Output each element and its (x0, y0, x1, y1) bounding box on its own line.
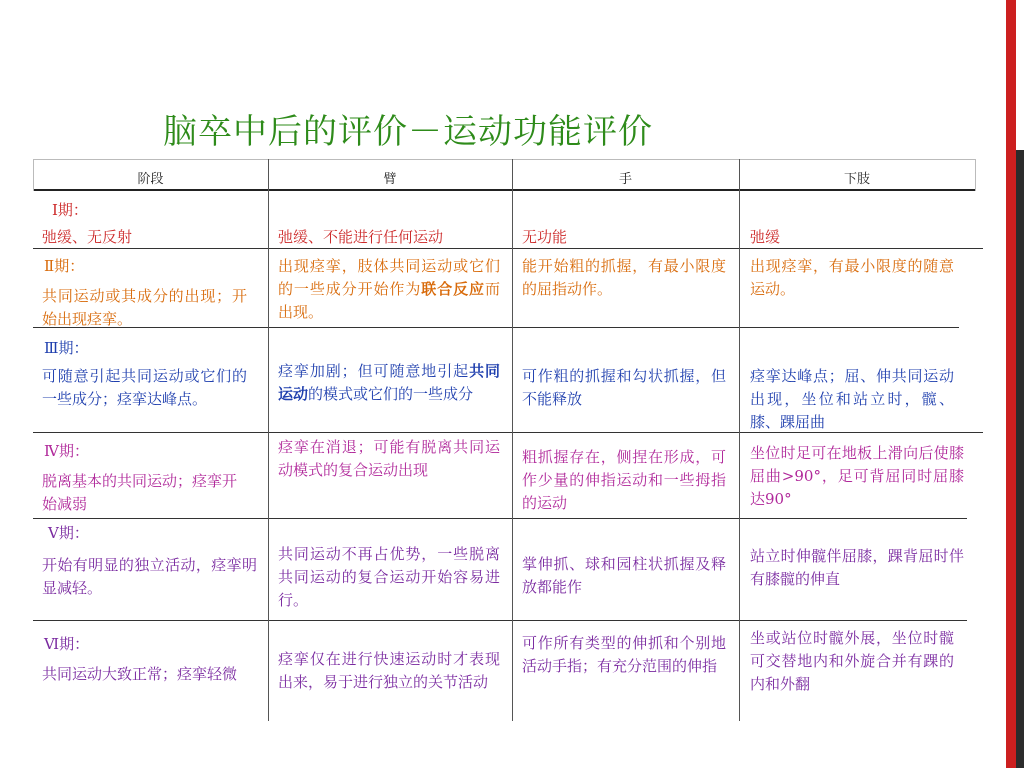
header-rule (33, 189, 975, 191)
row3-arm-highlight: 共同运动 (278, 362, 500, 403)
row1-stage: Ⅰ期： (52, 201, 88, 219)
row3-arm (278, 360, 500, 406)
row3-stage-desc: 可随意引起共同运动或它们的一些成分；痉挛达峰点。 (42, 367, 247, 408)
row2-leg: 出现痉挛，有最小限度的随意运动。 (750, 257, 954, 298)
accent-bar-gap (1016, 0, 1024, 150)
row6-stage: Ⅵ期： (44, 635, 90, 653)
header-stage: 阶段 (137, 172, 164, 187)
row2-arm-text-post: 而出现。 (278, 280, 500, 321)
row2-arm-highlight: 联合反应 (421, 280, 485, 298)
row3-stage: Ⅲ期： (44, 339, 89, 357)
col-divider-1 (268, 159, 269, 721)
col-divider-2 (512, 159, 513, 721)
row1-stage-desc: 弛缓、无反射 (42, 228, 133, 246)
row3-arm-text-post: 的模式或它们的一些成分 (308, 385, 474, 403)
row2-hand: 能开始粗的抓握，有最小限度的屈指动作。 (522, 257, 726, 298)
row5-leg: 站立时伸髋伴屈膝，踝背屈时伴有膝髋的伸直 (750, 547, 964, 588)
table-top-rule (33, 159, 975, 160)
row5-stage: Ⅴ期： (48, 524, 89, 542)
row1-leg: 弛缓 (750, 228, 781, 246)
row6-stage-desc: 共同运动大致正常；痉挛轻微 (42, 665, 238, 683)
row5-hand: 掌伸抓、球和园柱状抓握及释放都能作 (522, 555, 726, 596)
row2-stage: Ⅱ期： (44, 257, 85, 275)
row5-arm: 共同运动不再占优势，一些脱离共同运动的复合运动开始容易进行。 (278, 545, 500, 609)
row5-stage-desc: 开始有明显的独立活动，痉挛明显减轻。 (42, 556, 257, 597)
row4-arm: 痉挛在消退；可能有脱离共同运动模式的复合运动出现 (278, 438, 500, 479)
row4-stage-desc: 脱离基本的共同运动；痉挛开始减弱 (42, 472, 238, 513)
accent-bar-red (1006, 0, 1016, 768)
header-hand: 手 (618, 172, 632, 187)
row-rule-4 (33, 518, 967, 519)
row-rule-5 (33, 620, 967, 621)
header-leg: 下肢 (843, 172, 870, 187)
row2-arm (278, 255, 500, 324)
row3-leg: 痉挛达峰点；屈、伸共同运动出现，坐位和站立时，髋、膝、踝屈曲 (750, 367, 954, 431)
row3-hand: 可作粗的抓握和勾状抓握，但不能释放 (522, 367, 726, 408)
row4-leg: 坐位时足可在地板上滑向后使膝屈曲>90°，足可背屈同时屈膝达90° (750, 444, 964, 508)
row1-hand: 无功能 (522, 228, 568, 246)
row6-arm: 痉挛仅在进行快速运动时才表现出来，易于进行独立的关节活动 (278, 650, 500, 691)
row4-stage: Ⅳ期： (44, 442, 89, 460)
row3-arm-text-pre: 痉挛加剧；但可随意地引起 (278, 362, 470, 380)
col-divider-3 (739, 159, 740, 721)
row2-arm-text-pre: 出现痉挛，肢体共同运动或它们的一些成分开始作为 (278, 257, 500, 298)
row1-arm: 弛缓、不能进行任何运动 (278, 228, 444, 246)
header-arm: 臂 (383, 172, 397, 187)
row2-stage-desc: 共同运动或其成分的出现；开始出现痉挛。 (42, 287, 247, 328)
row4-hand: 粗抓握存在，侧捏在形成，可作少量的伸指运动和一些拇指的运动 (522, 448, 726, 512)
page-title: 脑卒中后的评价－运动功能评价 (163, 112, 653, 152)
row6-leg: 坐或站位时髋外展，坐位时髋可交替地内和外旋合并有踝的内和外翻 (750, 629, 954, 693)
row6-hand: 可作所有类型的伸抓和个别地活动手指；有充分范围的伸指 (522, 634, 726, 675)
col-right-edge (975, 159, 976, 191)
